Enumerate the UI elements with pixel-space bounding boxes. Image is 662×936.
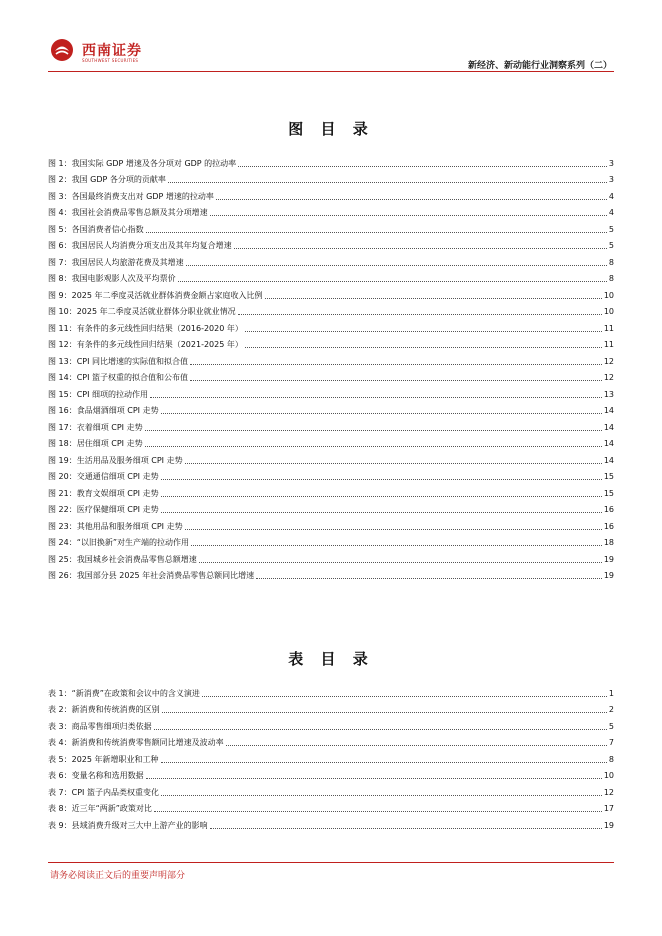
figure-toc-label: 图 7：我国居民人均旅游花费及其增速 (48, 257, 184, 267)
figure-toc-entry[interactable] (48, 251, 614, 268)
table-toc-page-number: 17 (603, 804, 614, 813)
figure-toc-entry[interactable] (48, 416, 614, 433)
table-toc-page-number: 12 (603, 787, 614, 797)
figure-toc-entry[interactable] (48, 334, 614, 351)
figure-toc-label: 图 19：生活用品及服务细项 CPI 走势 (48, 455, 183, 465)
tables-toc-list (48, 682, 614, 831)
figure-toc-page-number: 3 (608, 158, 614, 168)
figure-toc-label: 图 24：“以旧换新”对生产端的拉动作用 (48, 538, 190, 547)
figure-toc-entry[interactable] (48, 235, 614, 252)
dot-leader (161, 413, 602, 414)
company-logo-text: 西南证券 (82, 43, 142, 59)
dot-leader (154, 811, 602, 812)
table-toc-page-number: 10 (603, 771, 614, 780)
figure-toc-entry[interactable] (48, 284, 614, 301)
dot-leader (190, 380, 602, 381)
table-toc-label: 表 7：CPI 篮子内品类权重变化 (48, 787, 159, 797)
figure-toc-label: 图 2：我国 GDP 各分项的贡献率 (48, 175, 166, 184)
figure-toc-page-number: 12 (603, 373, 614, 382)
figure-toc-page-number: 13 (603, 389, 614, 399)
figure-toc-page-number: 8 (608, 274, 614, 283)
figure-toc-entry[interactable] (48, 499, 614, 516)
figure-toc-label: 图 17：衣着细项 CPI 走势 (48, 422, 143, 432)
figure-toc-label: 图 10：2025 年二季度灵活就业群体分职业就业情况 (48, 307, 236, 316)
dot-leader (146, 232, 607, 233)
figure-toc-page-number: 4 (608, 208, 614, 217)
figure-toc-page-number: 12 (603, 356, 614, 366)
dot-leader (238, 166, 607, 167)
figure-toc-label: 图 20：交通通信细项 CPI 走势 (48, 472, 159, 481)
figure-toc-label: 图 12：有条件的多元线性回归结果（2021-2025 年） (48, 340, 243, 349)
figure-toc-label: 图 1：我国实际 GDP 增速及各分项对 GDP 的拉动率 (48, 158, 237, 168)
table-toc-entry[interactable] (48, 798, 614, 815)
figure-toc-label: 图 14：CPI 篮子权重的拟合值和公布值 (48, 373, 189, 382)
dot-leader (186, 265, 607, 266)
dot-leader (161, 762, 607, 763)
table-toc-label: 表 2：新消费和传统消费的区别 (48, 705, 160, 714)
dot-leader (216, 199, 607, 200)
dot-leader (178, 281, 607, 282)
figure-toc-label: 图 6：我国居民人均消费分项支出及其年均复合增速 (48, 241, 232, 250)
table-toc-entry[interactable] (48, 765, 614, 782)
figure-toc-entry[interactable] (48, 400, 614, 417)
figure-toc-page-number: 19 (603, 554, 614, 564)
page-header (0, 0, 662, 78)
figure-toc-entry[interactable] (48, 466, 614, 483)
dot-leader (168, 182, 607, 183)
table-toc-label: 表 9：县域消费升级对三大中上游产业的影响 (48, 820, 208, 830)
dot-leader (265, 298, 602, 299)
table-toc-entry[interactable] (48, 699, 614, 716)
figure-toc-label: 图 16：食品烟酒细项 CPI 走势 (48, 406, 159, 415)
figure-toc-label: 图 25：我国城乡社会消费品零售总额增速 (48, 554, 197, 564)
dot-leader (161, 496, 602, 497)
dot-leader (226, 745, 607, 746)
figure-toc-page-number: 14 (603, 422, 614, 432)
figure-toc-entry[interactable] (48, 268, 614, 285)
figure-toc-page-number: 16 (603, 505, 614, 514)
figure-toc-page-number: 11 (603, 323, 614, 333)
dot-leader (202, 696, 607, 697)
figure-toc-label: 图 13：CPI 同比增速的实际值和拟合值 (48, 356, 189, 366)
dot-leader (210, 215, 607, 216)
figure-toc-entry[interactable] (48, 301, 614, 318)
figure-toc-page-number: 19 (603, 571, 614, 580)
figure-toc-entry[interactable] (48, 449, 614, 466)
dot-leader (150, 397, 602, 398)
dot-leader (145, 430, 602, 431)
figure-toc-entry[interactable] (48, 152, 614, 169)
company-logo-icon (50, 38, 74, 62)
figure-toc-page-number: 3 (608, 175, 614, 184)
figure-toc-label: 图 11：有条件的多元线性回归结果（2016-2020 年） (48, 323, 243, 333)
dot-leader (161, 512, 602, 513)
figures-toc-list (48, 152, 614, 581)
report-series-title: 新经济、新动能行业洞察系列（二） (467, 61, 612, 71)
figure-toc-label: 图 26：我国部分县 2025 年社会消费品零售总额同比增速 (48, 571, 255, 580)
table-toc-entry[interactable] (48, 781, 614, 798)
table-toc-label: 表 3：商品零售细项归类依据 (48, 721, 152, 731)
figure-toc-entry[interactable] (48, 515, 614, 532)
dot-leader (146, 778, 602, 779)
figure-toc-entry[interactable] (48, 169, 614, 186)
dot-leader (185, 463, 602, 464)
table-toc-entry[interactable] (48, 682, 614, 699)
figure-toc-entry[interactable] (48, 383, 614, 400)
table-toc-label: 表 6：变量名称和选用数据 (48, 771, 144, 780)
table-toc-page-number: 7 (608, 738, 614, 747)
figure-toc-label: 图 9：2025 年二季度灵活就业群体消费金额占家庭收入比例 (48, 290, 263, 300)
dot-leader (190, 364, 602, 365)
figure-toc-page-number: 11 (603, 340, 614, 349)
footer-disclaimer: 请务必阅读正文后的重要声明部分 (50, 871, 186, 881)
figure-toc-page-number: 15 (603, 488, 614, 498)
figure-toc-page-number: 10 (603, 290, 614, 300)
dot-leader (199, 562, 602, 563)
dot-leader (145, 446, 602, 447)
table-toc-label: 表 4：新消费和传统消费零售额同比增速及波动率 (48, 738, 224, 747)
dot-leader (234, 248, 607, 249)
dot-leader (154, 729, 607, 730)
table-toc-page-number: 5 (608, 721, 614, 731)
figure-toc-page-number: 16 (603, 521, 614, 531)
table-toc-label: 表 1：“新消费”在政策和会议中的含义演进 (48, 688, 200, 698)
dot-leader (256, 578, 602, 579)
figure-toc-entry[interactable] (48, 350, 614, 367)
figure-toc-label: 图 8：我国电影观影人次及平均票价 (48, 274, 176, 283)
dot-leader (161, 795, 602, 796)
table-toc-entry[interactable] (48, 715, 614, 732)
figure-toc-entry[interactable] (48, 548, 614, 565)
figure-toc-page-number: 10 (603, 307, 614, 316)
figure-toc-entry[interactable] (48, 433, 614, 450)
table-toc-page-number: 1 (608, 688, 614, 698)
figure-toc-label: 图 18：居住细项 CPI 走势 (48, 439, 143, 448)
figure-toc-page-number: 14 (603, 439, 614, 448)
dot-leader (191, 545, 602, 546)
figures-toc-title: 图 目 录 (288, 120, 374, 138)
figure-toc-page-number: 5 (608, 224, 614, 234)
footer-divider (48, 862, 614, 863)
figure-toc-page-number: 14 (603, 455, 614, 465)
figure-toc-entry[interactable] (48, 482, 614, 499)
figure-toc-page-number: 14 (603, 406, 614, 415)
dot-leader (185, 529, 602, 530)
dot-leader (245, 347, 602, 348)
figure-toc-label: 图 3：各国最终消费支出对 GDP 增速的拉动率 (48, 191, 214, 201)
figure-toc-page-number: 8 (608, 257, 614, 267)
figure-toc-page-number: 5 (608, 241, 614, 250)
tables-toc-title: 表 目 录 (288, 650, 374, 668)
table-toc-entry[interactable] (48, 732, 614, 749)
figure-toc-label: 图 21：教育文娱细项 CPI 走势 (48, 488, 159, 498)
dot-leader (161, 479, 602, 480)
figure-toc-entry[interactable] (48, 367, 614, 384)
figure-toc-label: 图 23：其他用品和服务细项 CPI 走势 (48, 521, 183, 531)
table-toc-label: 表 5：2025 年新增职业和工种 (48, 754, 159, 764)
figure-toc-entry[interactable] (48, 185, 614, 202)
dot-leader (210, 828, 602, 829)
figure-toc-page-number: 15 (603, 472, 614, 481)
figure-toc-label: 图 4：我国社会消费品零售总额及其分项增速 (48, 208, 208, 217)
figure-toc-entry[interactable] (48, 565, 614, 582)
table-toc-entry[interactable] (48, 814, 614, 831)
figure-toc-entry[interactable] (48, 532, 614, 549)
table-toc-page-number: 8 (608, 754, 614, 764)
figure-toc-entry[interactable] (48, 202, 614, 219)
figure-toc-page-number: 18 (603, 538, 614, 547)
figure-toc-page-number: 4 (608, 191, 614, 201)
table-toc-page-number: 19 (603, 820, 614, 830)
dot-leader (245, 331, 602, 332)
table-toc-label: 表 8：近三年“两新”政策对比 (48, 804, 152, 813)
dot-leader (162, 712, 607, 713)
table-toc-page-number: 2 (608, 705, 614, 714)
figure-toc-label: 图 22：医疗保健细项 CPI 走势 (48, 505, 159, 514)
company-logo-subtext: SOUTHWEST SECURITIES (82, 58, 139, 63)
figure-toc-entry[interactable] (48, 218, 614, 235)
figure-toc-label: 图 15：CPI 细项的拉动作用 (48, 389, 149, 399)
figure-toc-label: 图 5：各国消费者信心指数 (48, 224, 144, 234)
dot-leader (238, 314, 602, 315)
header-divider (48, 71, 614, 72)
table-toc-entry[interactable] (48, 748, 614, 765)
figure-toc-entry[interactable] (48, 317, 614, 334)
